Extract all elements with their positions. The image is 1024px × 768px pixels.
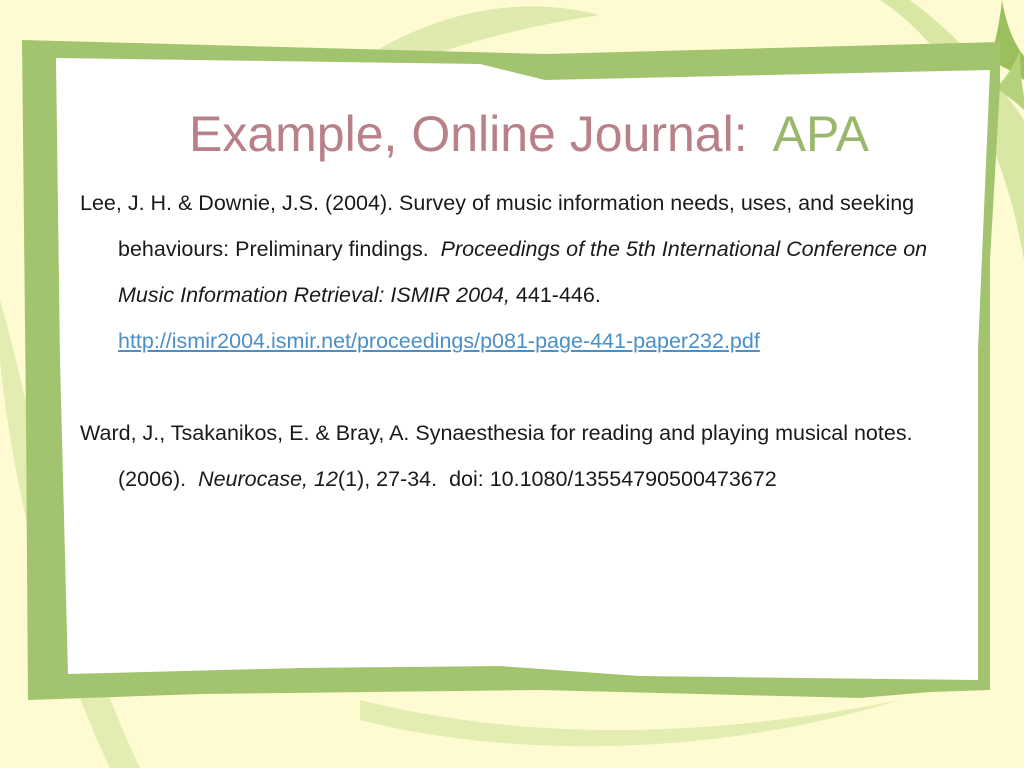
slide-content [80,96,960,502]
reference-entry [80,410,960,502]
title-accent: APA [772,106,869,162]
reference-journal: Neurocase, 12 [198,467,338,491]
title-main: Example, Online Journal: [189,106,748,162]
reference-pages: 441-446. [515,283,601,307]
reference-doi: doi: 10.1080/13554790500473672 [449,467,777,491]
reference-text: Ward, J., Tsakanikos, E. & Bray, A. Synaesthesia for reading and playing musical notes. (2006). [80,421,913,491]
reference-text: Lee, J. H. & Downie, J.S. (2004). Survey of music information needs, uses, and seeking behaviours: Preliminary findings. [80,191,915,261]
reference-link[interactable]: http://ismir2004.ismir.net/proceedings/p081-page-441-paper232.pdf [118,329,760,353]
swoosh-curve-bottom [360,700,900,746]
reference-entry [80,180,960,364]
slide-title [98,96,960,172]
reference-issue-pages: (1), 27-34. [337,467,438,491]
reference-source: Proceedings of the 5th International Conference on Music Information Retrieval: ISMIR 2004, [118,237,928,307]
